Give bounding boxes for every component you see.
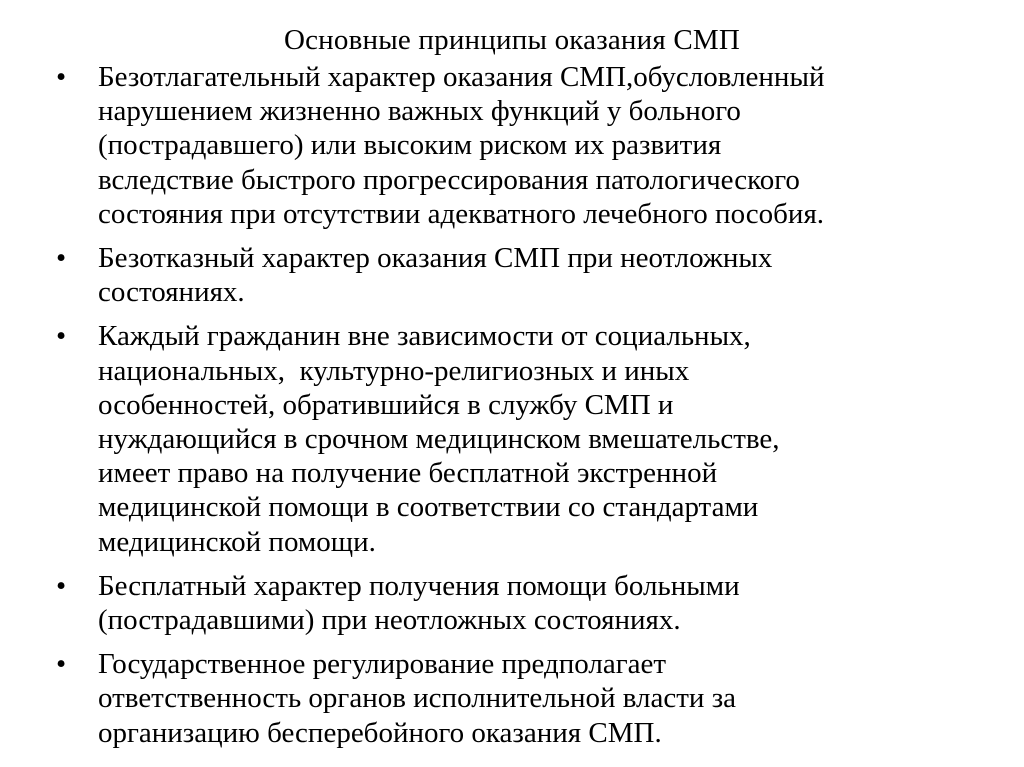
bullet-list [52, 60, 992, 760]
bullet-text-line: организацию бесперебойного оказания СМП. [98, 716, 662, 749]
bullet-text-line: вследствие быстрого прогрессирования патологического [98, 163, 800, 196]
bullet-text-line: особенностей, обратившийся в службу СМП и [98, 388, 674, 421]
bullet-icon: • [56, 61, 67, 93]
bullet-item [52, 569, 992, 637]
bullet-text-line: Каждый гражданин вне зависимости от социальных, [98, 320, 751, 353]
bullet-text-line: имеет право на получение бесплатной экстренной [98, 457, 718, 490]
bullet-text-line: медицинской помощи в соответствии со стандартами [98, 491, 759, 524]
bullet-item [52, 60, 992, 231]
bullet-text-line: нуждающийся в срочном медицинском вмешательстве, [98, 423, 780, 456]
bullet-text-line: Безотказный характер оказания СМП при неотложных [98, 242, 773, 275]
bullet-icon: • [56, 648, 67, 681]
slide-title: Основные принципы оказания СМП [283, 24, 741, 56]
bullet-item [52, 241, 992, 309]
bullet-item [52, 647, 992, 750]
bullet-text-line: Государственное регулирование предполагает [98, 648, 667, 681]
bullet-text-line: национальных, культурно-религиозных и иных [98, 354, 690, 387]
bullet-text-line: медицинской помощи. [98, 525, 376, 558]
bullet-item [52, 319, 992, 558]
bullet-text-line: ответственность органов исполнительной власти за [98, 682, 737, 715]
bullet-text-line: (пострадавшего) или высоким риском их развития [98, 129, 722, 162]
bullet-icon: • [56, 320, 67, 353]
bullet-text-line: нарушением жизненно важных функций у больного [98, 95, 741, 128]
bullet-icon: • [56, 242, 67, 275]
bullet-text-line: Бесплатный характер получения помощи больными [98, 569, 740, 602]
bullet-text-line: состояния при отсутствии адекватного лечебного пособия. [98, 197, 825, 230]
bullet-icon: • [56, 569, 67, 602]
bullet-text-line: (пострадавшими) при неотложных состояниях. [98, 604, 681, 637]
bullet-text-line: Безотлагательный характер оказания СМП,обусловленный [98, 61, 825, 93]
bullet-text-line: состояниях. [98, 276, 245, 309]
